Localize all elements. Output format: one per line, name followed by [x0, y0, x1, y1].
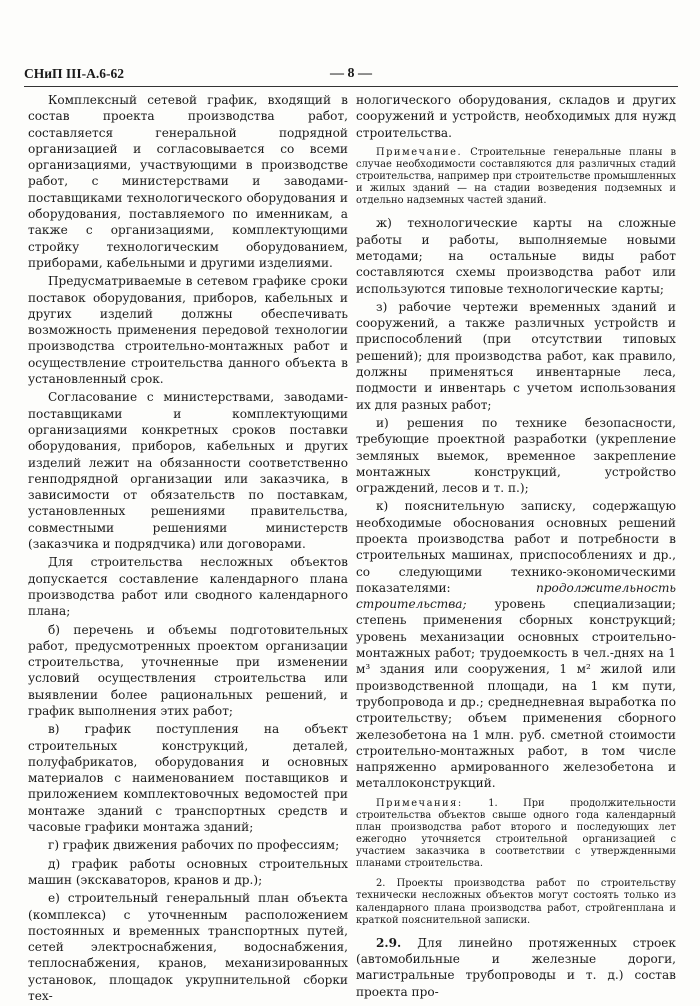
note-label: Примечание. [376, 146, 463, 158]
paragraph-network-schedule: Комплексный сетевой график, входящий в состав проекта производства работ, составляется генеральной подрядной организацией и согласовывается со всеми организациями, участвующими в производстве работ, с министерствами и заводами-поставщиками технологического оборудования и оборудования, поставляемого по именникам, а также с организациями, комплектующими стройку технологическим оборудованием, приборами, кабельными и другими изделиями. [28, 93, 348, 270]
notes-text-1: 1. При продолжительности строительства объектов свыше одного года календарный план производства работ второго и последующих лет ежегодно уточняется строительной организацией с участием заказчика в соответствии с утвержденными планами строительства. [356, 797, 676, 870]
list-item-g: г) график движения рабочих по профессиям; [48, 838, 340, 853]
section-number: 2.9. [376, 935, 402, 950]
list-item-zh: ж) технологические карты на сложные работы и работы, выполняемые новыми методами; на остальные виды работ составляются схемы производства работ или используются типовые технологические карты; [356, 216, 676, 296]
left-column [28, 92, 348, 1006]
list-item-z: з) рабочие чертежи временных зданий и сооружений, а также различных устройств и приспособлений (при отсутствии типовых решений); для производства работ, как правило, должны применяться инвентарные леса, подмости и инвентарь с учетом использования их для разных работ; [356, 299, 676, 412]
header-divider [24, 86, 678, 87]
notes-simple-projects: 2. Проекты производства работ по строительству технически несложных объектов могут состоять только из календарного плана производства работ, стройгенплана и краткой пояснительной записки. [356, 878, 676, 926]
paragraph-simple-objects: Для строительства несложных объектов допускается составление календарного плана производства работ или сводного календарного плана; [28, 555, 348, 619]
page-header [24, 66, 678, 84]
list-item-k-rest: уровень специализации; степень применения сборных конструкций; уровень механизации основных строительно-монтажных работ; трудоемкость в чел.-днях на 1 м³ здания или сооружения, 1 м² жилой или производственной площади, на 1 км пути, трубопровода и др.; среднедневная выработка по строительству; объем применения сборного железобетона на 1 млн. руб. сметной стоимости строительно-монтажных работ, в том числе напряженно армированного железобетона и металлоконструкций. [356, 597, 676, 791]
list-item-i: и) решения по технике безопасности, требующие проектной разработки (укрепление земляных выемок, временное закрепление монтажных конструкций, устройство ограждений, лесов и т. п.); [356, 415, 676, 496]
document-code: СНиП III-А.6-62 [24, 66, 125, 81]
note-text: Строительные генеральные планы в случае необходимости составляются для различных стадий строительства, например при строительстве промышленных и жилых зданий — на стадии возведения подземных и отдельно надземных частей зданий. [356, 146, 677, 207]
list-item-e-continuation: нологического оборудования, складов и других сооружений и устройств, необходимых для нужд строительства. [356, 93, 676, 140]
list-item-d: д) график работы основных строительных машин (экскаваторов, кранов и др.); [28, 856, 348, 887]
right-column [356, 92, 676, 1002]
list-item-k-intro: к) пояснительную записку, содержащую необходимые обоснования основных решений проекта производства работ и потребности в строительных машинах, приспособлениях и др., со следующими технико-экономическими показателями: [356, 499, 676, 595]
paragraph-agreement: Согласование с министерствами, заводами-поставщиками и комплектующими организациями конкретных сроков поставки оборудования, приборов, кабельных и других изделий лежит на обязанности соответственно генподрядной организации или заказчика, в зависимости от обязательств по поставкам, установленных решениями правительства, совместными решениями министерств (заказчика и подрядчика) или договорами. [28, 390, 348, 552]
section-text: Для линейно протяженных строек (автомобильные и железные дороги, магистральные трубопроводы и т. д.) состав проекта про- [356, 935, 676, 999]
list-item-e: е) строительный генеральный план объекта (комплекса) с уточненным расположением постоянных и временных транспортных путей, сетей электроснабжения, водоснабжения, теплоснабжения, кранов, механизированных установок, площадок укрупнительной сборки тех- [28, 891, 348, 1004]
paragraph-delivery-terms: Предусматриваемые в сетевом графике сроки поставок оборудования, приборов, кабельных и других изделий должны обеспечивать возможность применения передовой технологии производства строительно-монтажных работ и осуществление строительства данного объекта в установленный срок. [28, 274, 348, 387]
section-2-9 [356, 935, 676, 1000]
list-item-v: в) график поступления на объект строительных конструкций, деталей, полуфабрикатов, оборудования и основных материалов с наименованием поставщиков и приложением комплектовочных ведомостей при монтаже зданий с транспортных средств и часовые графики монтажа зданий; [28, 722, 348, 835]
page-number: — 8 — [330, 66, 372, 81]
notes-label: Примечания: [376, 797, 463, 809]
note-general-plans [356, 147, 676, 207]
notes-schedule [356, 798, 676, 871]
list-item-k-emphasis: продолжительность строительства; [356, 580, 676, 612]
list-item-k [356, 498, 676, 791]
list-item-b: б) перечень и объемы подготовительных работ, предусмотренных проектом организации строительства, уточненные при изменении условий осуществления строительства или выявлении более рациональных решений, и график выполнения этих работ; [28, 622, 348, 718]
